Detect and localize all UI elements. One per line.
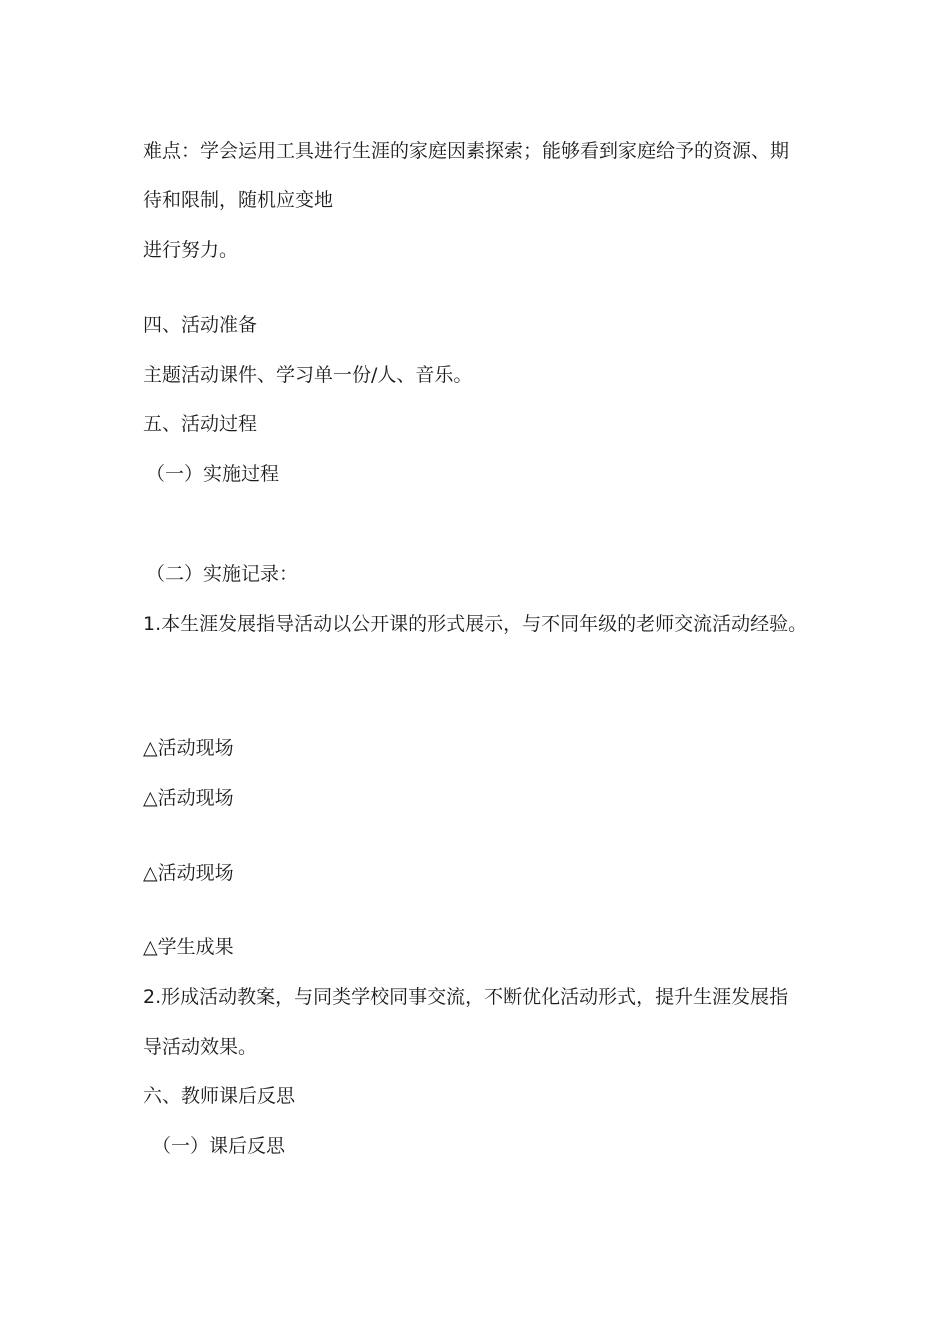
section-6-sub-1: （一）课后反思 (152, 1135, 286, 1157)
section-5-item-1: 1.本生涯发展指导活动以公开课的形式展示，与不同年级的老师交流活动经验。 (143, 613, 808, 635)
photo-caption: △学生成果 (143, 936, 234, 958)
section-4-heading: 四、活动准备 (143, 314, 258, 336)
difficulty-line-1: 难点：学会运用工具进行生涯的家庭因素探索；能够看到家庭给予的资源、期 (143, 140, 790, 162)
section-5-item-2-line-1: 2.形成活动教案，与同类学校同事交流，不断优化活动形式，提升生涯发展指 (143, 986, 789, 1008)
photo-caption: △活动现场 (143, 787, 234, 809)
section-5-sub-2: （二）实施记录： (146, 563, 299, 585)
difficulty-line-3: 进行努力。 (143, 239, 239, 261)
section-4-body: 主题活动课件、学习单一份/人、音乐。 (143, 364, 473, 386)
section-5-item-2-line-2: 导活动效果。 (143, 1036, 258, 1058)
difficulty-line-2: 待和限制，随机应变地 (143, 189, 334, 211)
section-5-heading: 五、活动过程 (143, 413, 258, 435)
photo-caption: △活动现场 (143, 862, 234, 884)
section-6-heading: 六、教师课后反思 (143, 1085, 296, 1107)
section-5-sub-1: （一）实施过程 (146, 463, 280, 485)
photo-caption: △活动现场 (143, 737, 234, 759)
